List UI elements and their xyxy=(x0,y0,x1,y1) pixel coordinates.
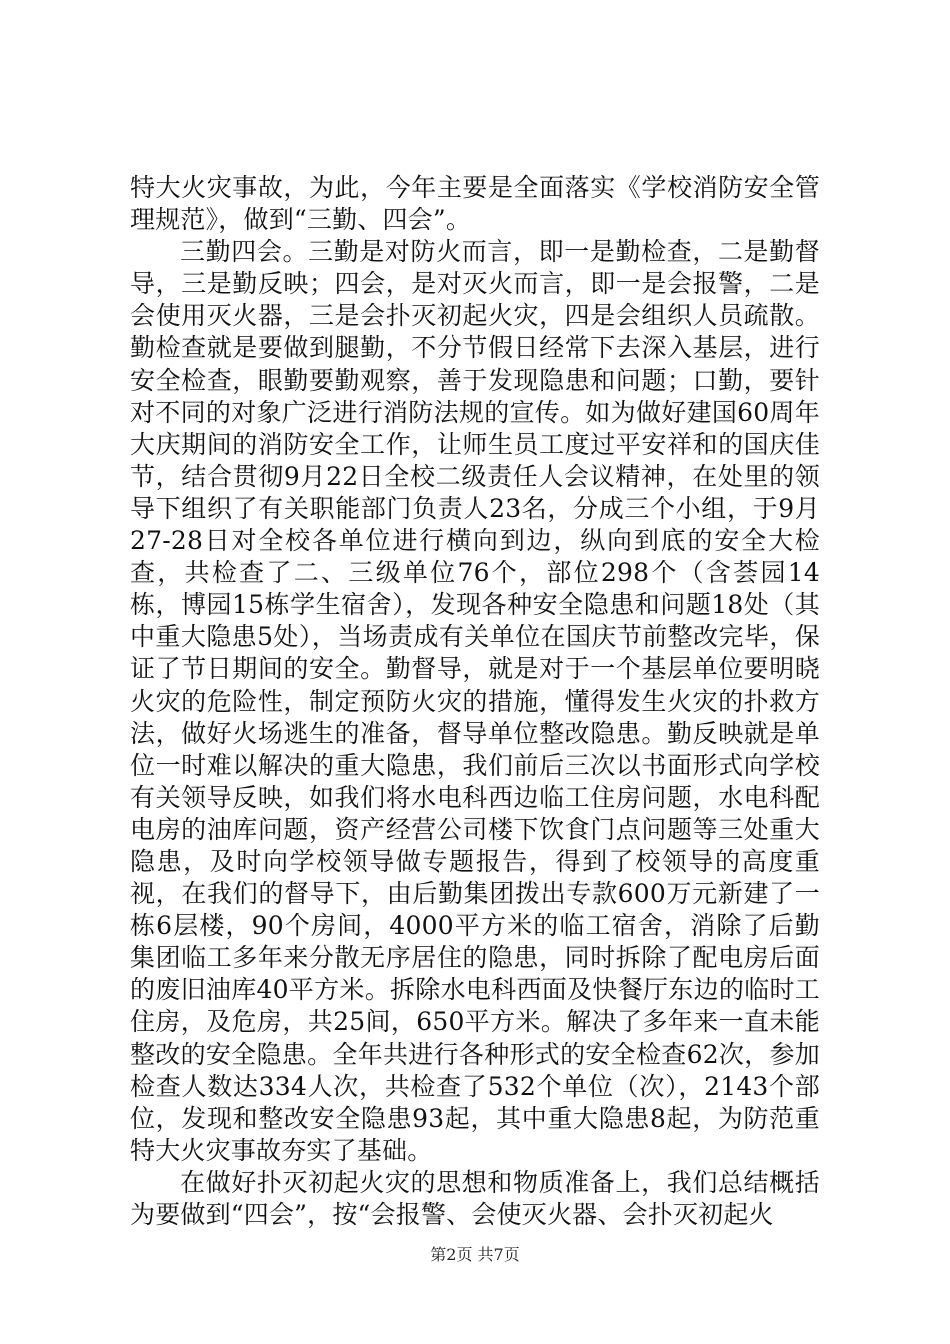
paragraph-2: 三勤四会。三勤是对防火而言，即一是勤检查，二是勤督导，三是勤反映；四会，是对灭火而言，即一是会报警，二是会使用灭火器，三是会扑灭初起火灾，四是会组织人员疏散。勤检查就是要做到腿勤，不分节假日经常下去深入基层，进行安全检查，眼勤要勤观察，善于发现隐患和问题；口勤，要针对不同的对象广泛进行消防法规的宣传。如为做好建国60周年大庆期间的消防安全工作，让师生员工度过平安祥和的国庆佳节，结合贯彻9月22日全校二级责任人会议精神，在处里的领导下组织了有关职能部门负责人23名，分成三个小组，于9月27-28日对全校各单位进行横向到边，纵向到底的安全大检查，共检查了二、三级单位76个，部位298个（含荟园14栋，博园15栋学生宿舍），发现各种安全隐患和问题18处（其中重大隐患5处），当场责成有关单位在国庆节前整改完毕，保证了节日期间的安全。勤督导，就是对于一个基层单位要明晓火灾的危险性，制定预防火灾的措施，懂得发生火灾的扑救方法，做好火场逃生的准备，督导单位整改隐患。勤反映就是单位一时难以解决的重大隐患，我们前后三次以书面形式向学校有关领导反映，如我们将水电科西边临工住房问题，水电科配电房的油库问题，资产经营公司楼下饮食门点问题等三处重大隐患，及时向学校领导做专题报告，得到了校领导的高度重视，在我们的督导下，由后勤集团拨出专款600万元新建了一栋6层楼，90个房间，4000平方米的临工宿舍，消除了后勤集团临工多年来分散无序居住的隐患，同时拆除了配电房后面的废旧油库40平方米。拆除水电科西面及快餐厅东边的临时工住房，及危房，共25间，650平方米。解决了多年来一直未能整改的安全隐患。全年共进行各种形式的安全检查62次，参加检查人数达334人次，共检查了532个单位（次），2143个部位，发现和整改安全隐患93起，其中重大隐患8起，为防范重特大火灾事故夯实了基础。 xyxy=(130,237,820,1165)
paragraph-1: 特大火灾事故，为此，今年主要是全面落实《学校消防安全管理规范》，做到“三勤、四会”。 xyxy=(130,173,820,235)
page-number-footer: 第2页 共7页 xyxy=(430,1245,520,1264)
paragraph-3: 在做好扑灭初起火灾的思想和物质准备上，我们总结概括为要做到“四会”，按“会报警、会使灭火器、会扑灭初起火 xyxy=(130,1167,820,1229)
document-body xyxy=(130,172,820,1231)
